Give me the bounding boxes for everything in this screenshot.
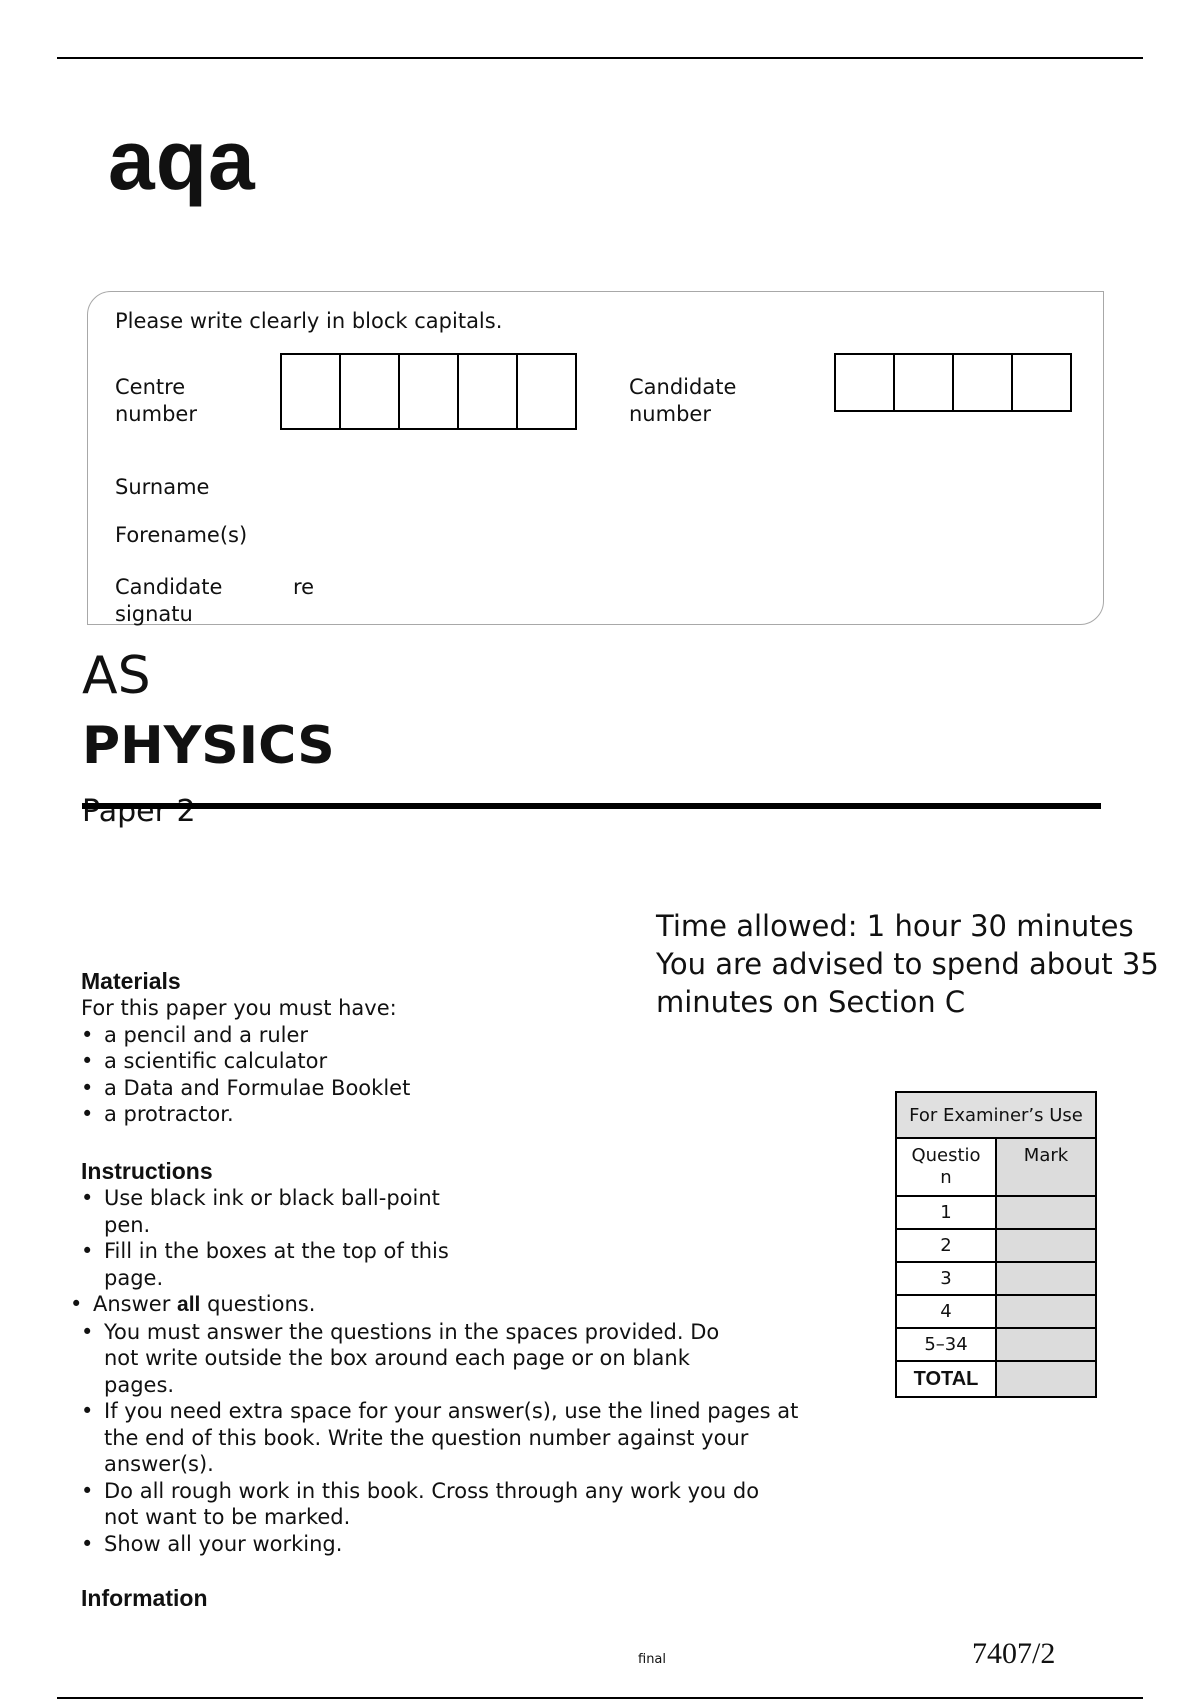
- question-number-cell: 1: [896, 1196, 996, 1229]
- instruction-item: • If you need extra space for your answer(s), use the lined pages at the end of this book. Write the question number against your answer(s).: [81, 1398, 881, 1478]
- examiner-use-table: [895, 1091, 1097, 1398]
- candidate-number-label: Candidate number: [629, 375, 737, 426]
- materials-item: • a scientific calculator: [81, 1048, 781, 1075]
- instruction-item: • Show all your working.: [81, 1531, 881, 1558]
- qualification-level: AS: [82, 646, 151, 706]
- top-rule: [57, 57, 1143, 59]
- centre-digit-box[interactable]: [341, 355, 400, 428]
- candidate-digit-box[interactable]: [954, 355, 1013, 410]
- materials-item: • a Data and Formulae Booklet: [81, 1075, 781, 1102]
- instruction-item: • Do all rough work in this book. Cross through any work you do not want to be marked.: [81, 1478, 881, 1531]
- question-column-header: Questio n: [896, 1138, 996, 1196]
- centre-digit-box[interactable]: [400, 355, 459, 428]
- block-capitals-instruction: Please write clearly in block capitals.: [115, 309, 503, 333]
- candidate-digit-box[interactable]: [895, 355, 954, 410]
- time-allowed-line: Time allowed: 1 hour 30 minutes: [656, 909, 1134, 943]
- paper-title: Paper 2: [82, 794, 196, 829]
- instruction-item: • Use black ink or black ball-point pen.: [81, 1185, 881, 1238]
- subject-title: PHYSICS: [82, 716, 335, 776]
- candidate-digit-box[interactable]: [836, 355, 895, 410]
- instruction-item: • You must answer the questions in the spaces provided. Do not write outside the box around each page or on blank pages.: [81, 1319, 881, 1399]
- centre-digit-box[interactable]: [459, 355, 518, 428]
- instruction-item: • Fill in the boxes at the top of this page.: [81, 1238, 881, 1291]
- instructions-section: [81, 1157, 881, 1557]
- instruction-item: • Answer all questions.: [70, 1291, 881, 1319]
- mark-cell[interactable]: [996, 1262, 1096, 1295]
- centre-number-boxes[interactable]: [280, 353, 577, 430]
- question-number-cell: 2: [896, 1229, 996, 1262]
- examiner-table-header: For Examiner’s Use: [896, 1092, 1096, 1138]
- time-advice-line: minutes on Section C: [656, 985, 966, 1019]
- materials-item: • a protractor.: [81, 1101, 781, 1128]
- time-advice-line: You are advised to spend about 35: [656, 947, 1159, 981]
- centre-digit-box[interactable]: [282, 355, 341, 428]
- bottom-rule: [57, 1697, 1143, 1699]
- total-label-cell: TOTAL: [896, 1361, 996, 1397]
- materials-heading: Materials: [81, 968, 181, 994]
- information-heading: Information: [81, 1585, 208, 1611]
- question-number-cell: 5–34: [896, 1328, 996, 1361]
- candidate-number-boxes[interactable]: [834, 353, 1072, 412]
- materials-section: [81, 967, 781, 1128]
- candidate-signature-label: Candidate signatu: [115, 575, 223, 626]
- mark-cell[interactable]: [996, 1328, 1096, 1361]
- materials-intro: For this paper you must have:: [81, 996, 397, 1020]
- mark-cell[interactable]: [996, 1229, 1096, 1262]
- paper-code: 7407/2: [972, 1637, 1056, 1670]
- question-number-cell: 4: [896, 1295, 996, 1328]
- mark-cell[interactable]: [996, 1196, 1096, 1229]
- centre-digit-box[interactable]: [518, 355, 575, 428]
- centre-number-label: Centre number: [115, 375, 197, 426]
- footer-final-label: final: [638, 1652, 667, 1667]
- aqa-logo: aqa: [108, 113, 256, 207]
- total-mark-cell[interactable]: [996, 1361, 1096, 1397]
- candidate-digit-box[interactable]: [1013, 355, 1070, 410]
- mark-cell[interactable]: [996, 1295, 1096, 1328]
- forenames-label: Forename(s): [115, 523, 248, 547]
- question-number-cell: 3: [896, 1262, 996, 1295]
- title-divider: [82, 803, 1101, 809]
- instructions-heading: Instructions: [81, 1158, 213, 1184]
- materials-item: • a pencil and a ruler: [81, 1022, 781, 1049]
- candidate-signature-label-end: re: [293, 575, 315, 599]
- mark-column-header: Mark: [996, 1138, 1096, 1196]
- surname-label: Surname: [115, 475, 210, 499]
- candidate-details-box: [87, 291, 1104, 625]
